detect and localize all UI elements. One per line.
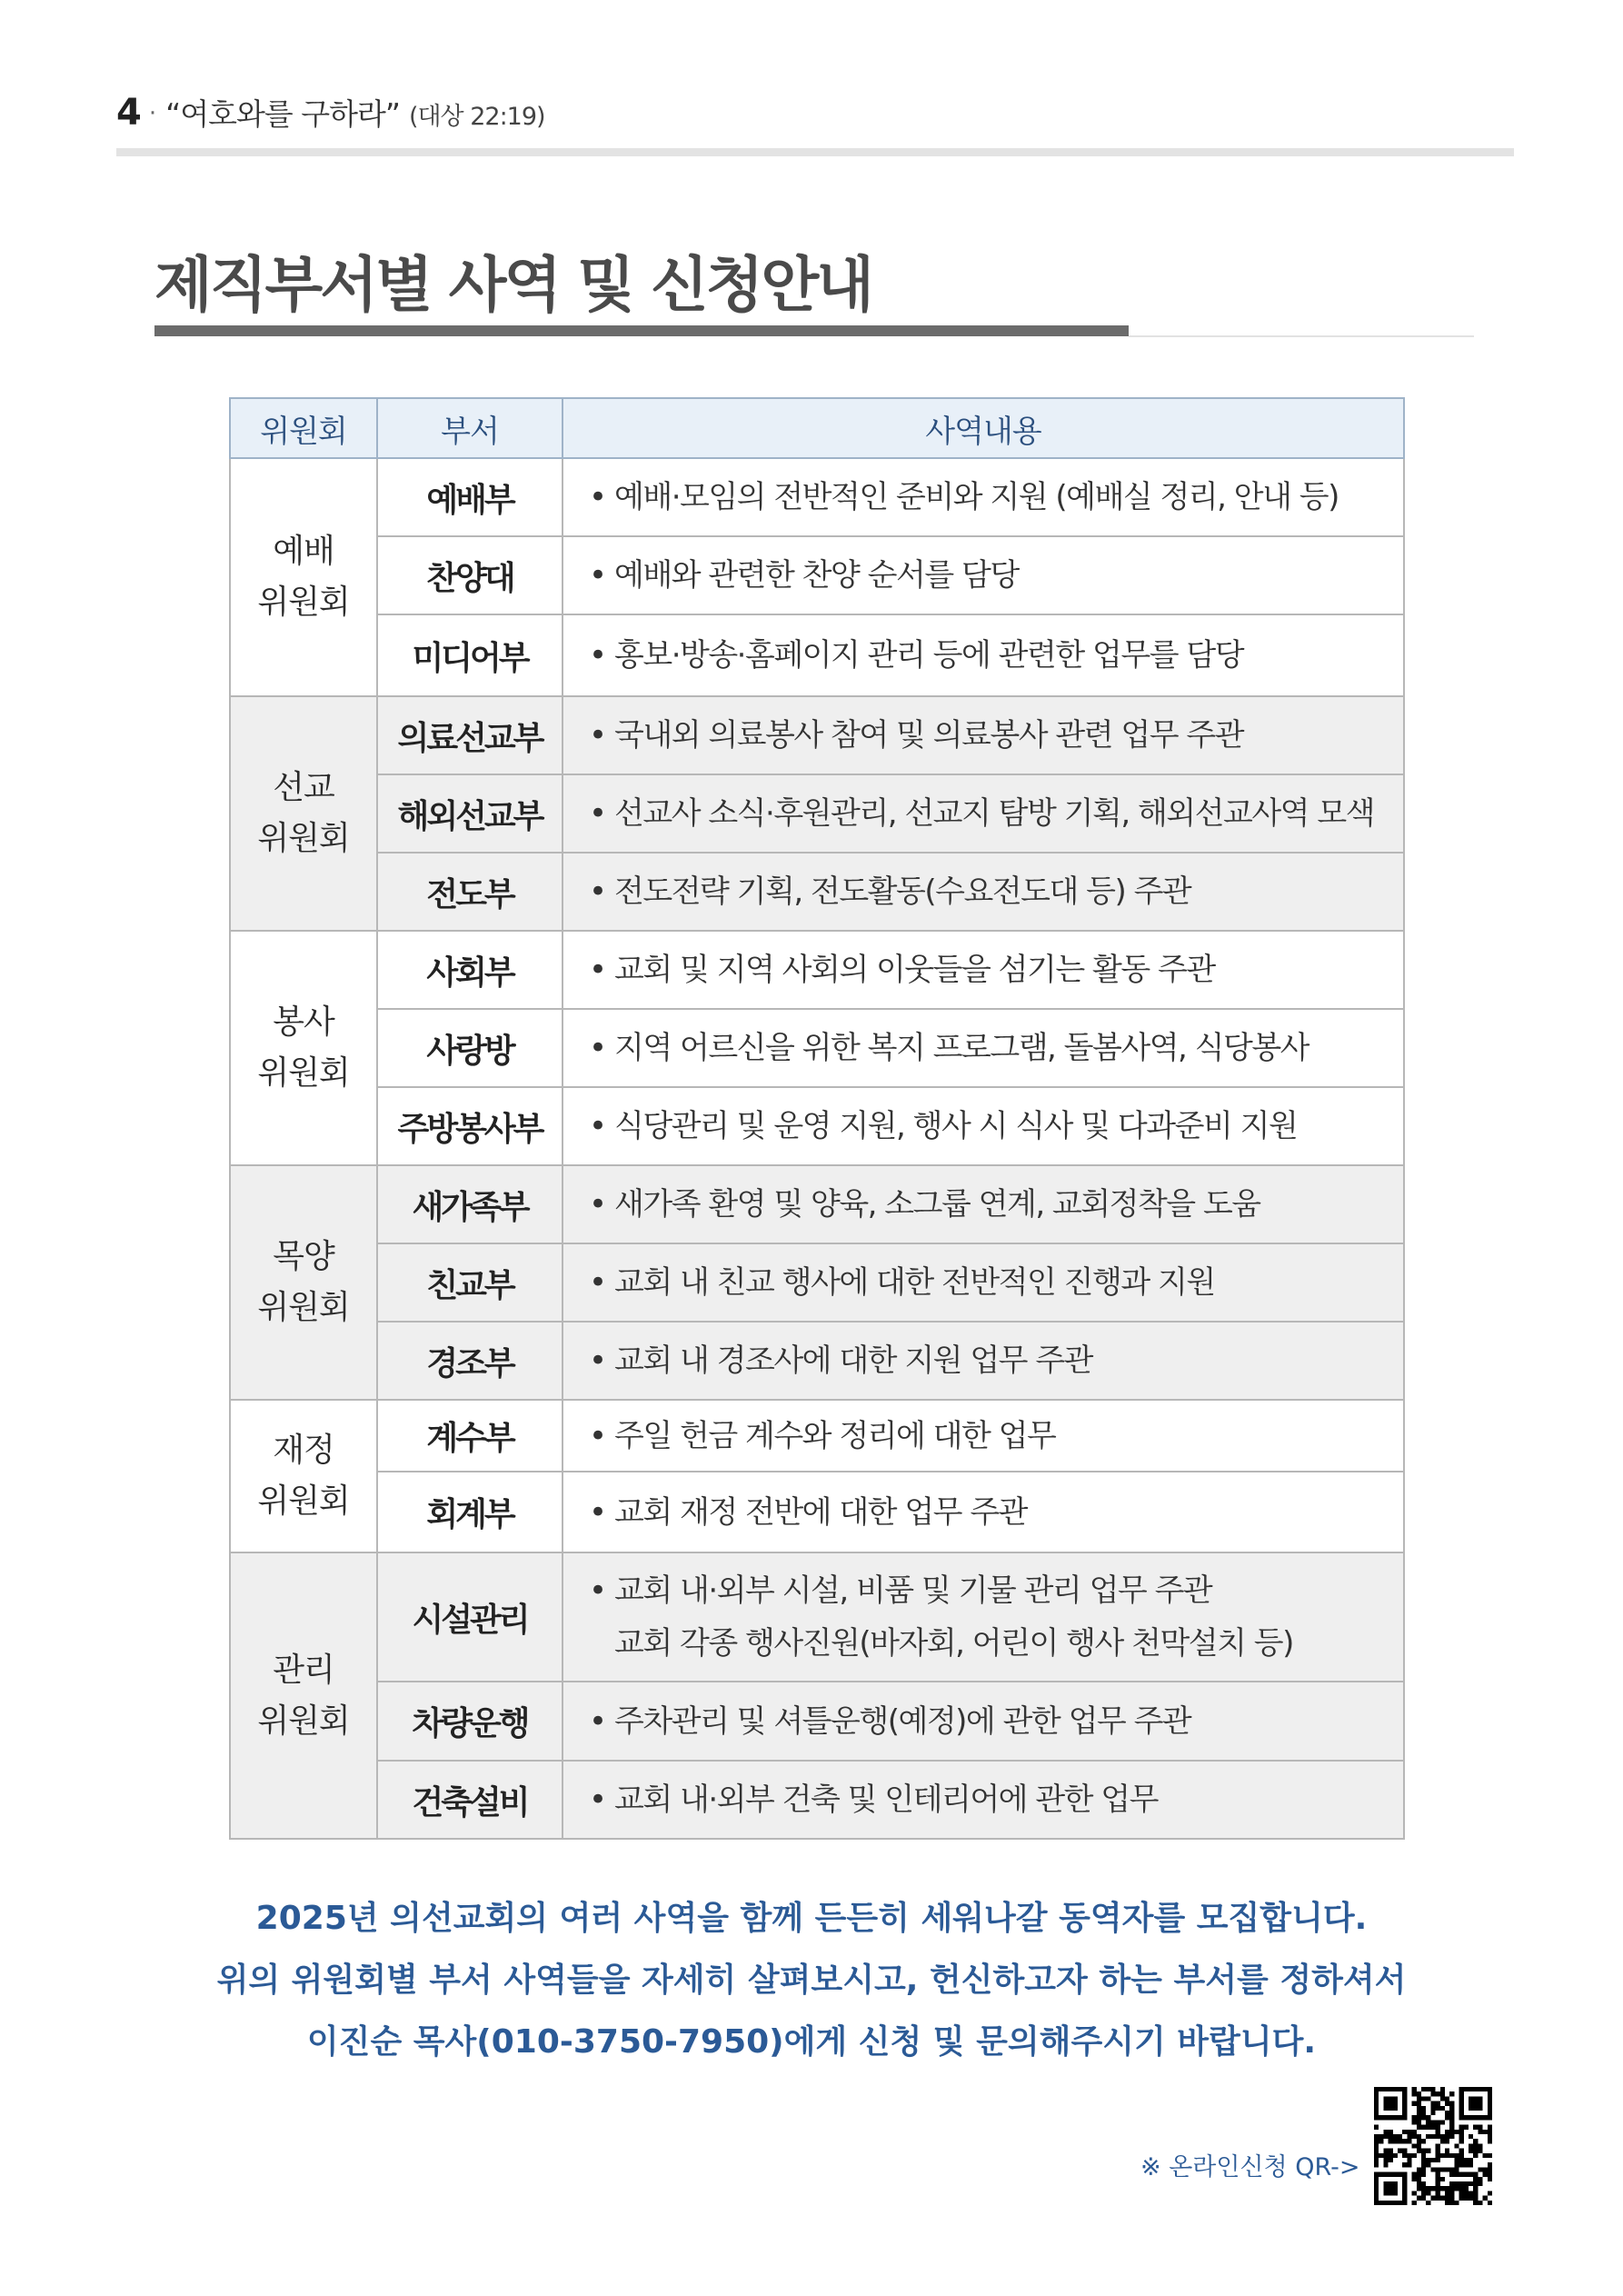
description-cell	[563, 1009, 1404, 1087]
bullet-icon: •	[589, 637, 606, 674]
bullet-icon: •	[589, 1417, 606, 1454]
description-cell	[563, 931, 1404, 1009]
description-text: 주일 헌금 계수와 정리에 대한 업무	[614, 1417, 1056, 1454]
header-separator: ·	[148, 100, 157, 127]
header-committee: 위원회	[230, 398, 377, 458]
table-row	[230, 1322, 1404, 1400]
description-line	[589, 1334, 1403, 1387]
table-row	[230, 774, 1404, 853]
bullet-icon: •	[589, 1343, 606, 1379]
department-cell: 주방봉사부	[377, 1087, 563, 1165]
department-cell: 사회부	[377, 931, 563, 1009]
committee-cell: 재정 위원회	[230, 1400, 377, 1552]
bullet-icon: •	[589, 557, 606, 594]
description-line	[589, 1617, 1403, 1670]
qr-label: ※ 온라인신청 QR->	[1140, 2153, 1360, 2181]
table-row	[230, 1087, 1404, 1165]
table-row	[230, 536, 1404, 614]
notice-line-2: 위의 위원회별 부서 사역들을 자세히 살펴보시고, 헌신하고자 하는 부서를 정하셔서	[216, 1962, 1407, 1999]
header-rule	[116, 148, 1514, 156]
description-line	[589, 1022, 1403, 1074]
department-cell: 해외선교부	[377, 774, 563, 853]
description-text: 새가족 환영 및 양육, 소그룹 연계, 교회정착을 도움	[614, 1186, 1260, 1223]
department-cell: 의료선교부	[377, 696, 563, 774]
department-cell: 찬양대	[377, 536, 563, 614]
department-cell: 건축설비	[377, 1761, 563, 1839]
description-line	[589, 787, 1403, 840]
department-cell: 회계부	[377, 1472, 563, 1552]
table-row	[230, 1682, 1404, 1761]
table-row	[230, 1400, 1404, 1472]
description-text: 전도전략 기획, 전도활동(수요전도대 등) 주관	[614, 873, 1191, 910]
description-cell	[563, 696, 1404, 774]
department-cell: 미디어부	[377, 614, 563, 696]
header-department: 부서	[377, 398, 563, 458]
bullet-icon: •	[589, 1702, 606, 1740]
table-row	[230, 1243, 1404, 1322]
description-text: 홍보·방송·홈페이지 관리 등에 관련한 업무를 담당	[614, 637, 1244, 674]
department-cell: 예배부	[377, 458, 563, 536]
description-text: 교회 각종 행사진원(바자회, 어린이 행사 천막설치 등)	[614, 1625, 1293, 1662]
table-row	[230, 458, 1404, 536]
table-row	[230, 1165, 1404, 1243]
bullet-icon: •	[589, 795, 606, 832]
department-cell: 전도부	[377, 853, 563, 931]
description-text: 교회 및 지역 사회의 이웃들을 섬기는 활동 주관	[614, 952, 1215, 988]
bullet-icon: •	[589, 1108, 606, 1144]
description-text: 교회 재정 전반에 대한 업무 주관	[614, 1493, 1028, 1531]
page-number: 4	[116, 92, 142, 134]
table-row	[230, 931, 1404, 1009]
description-cell	[563, 1682, 1404, 1761]
description-cell	[563, 1552, 1404, 1682]
table-row	[230, 853, 1404, 931]
department-cell: 계수부	[377, 1400, 563, 1472]
description-line	[589, 865, 1403, 918]
description-cell	[563, 1472, 1404, 1552]
description-line	[589, 1773, 1403, 1826]
description-cell	[563, 1322, 1404, 1400]
notice-line-1: 2025년 의선교회의 여러 사역을 함께 든든히 세워나갈 동역자를 모집합니다.	[255, 1900, 1368, 1937]
table-row	[230, 1552, 1404, 1682]
qr-code-image[interactable]	[1374, 2087, 1492, 2205]
description-text: 식당관리 및 운영 지원, 행사 시 식사 및 다과준비 지원	[614, 1108, 1298, 1144]
committee-cell: 예배 위원회	[230, 458, 377, 696]
description-cell	[563, 1243, 1404, 1322]
title-underline-line	[1129, 335, 1474, 337]
bullet-icon: •	[589, 873, 606, 910]
table-row	[230, 614, 1404, 696]
description-text: 교회 내·외부 시설, 비품 및 기물 관리 업무 주관	[614, 1572, 1212, 1609]
description-line	[589, 1256, 1403, 1309]
bullet-icon: •	[589, 1030, 606, 1066]
description-line	[589, 471, 1403, 524]
description-text: 교회 내 친교 행사에 대한 전반적인 진행과 지원	[614, 1264, 1215, 1301]
department-cell: 시설관리	[377, 1552, 563, 1682]
description-line	[589, 1410, 1403, 1462]
department-cell: 친교부	[377, 1243, 563, 1322]
description-cell	[563, 853, 1404, 931]
title-underline-bar	[154, 325, 1129, 336]
description-line	[589, 1100, 1403, 1153]
description-text: 예배·모임의 전반적인 준비와 지원 (예배실 정리, 안내 등)	[614, 479, 1339, 515]
bullet-icon: •	[589, 1264, 606, 1301]
running-title: “여호와를 구하라”	[165, 96, 400, 132]
table-row	[230, 1009, 1404, 1087]
department-cell: 차량운행	[377, 1682, 563, 1761]
bullet-icon: •	[589, 1572, 606, 1609]
department-cell: 사랑방	[377, 1009, 563, 1087]
description-line	[589, 943, 1403, 996]
description-line	[589, 1178, 1403, 1231]
description-text: 국내외 의료봉사 참여 및 의료봉사 관련 업무 주관	[614, 717, 1244, 754]
ministry-table	[229, 397, 1405, 1840]
department-cell: 경조부	[377, 1322, 563, 1400]
running-header	[116, 91, 545, 134]
description-text: 선교사 소식·후원관리, 선교지 탐방 기획, 해외선교사역 모색	[614, 795, 1375, 832]
committee-cell: 봉사 위원회	[230, 931, 377, 1165]
section-title: 제직부서별 사역 및 신청안내	[154, 250, 872, 320]
bullet-icon: •	[589, 952, 606, 988]
bullet-icon: •	[589, 1782, 606, 1818]
description-cell	[563, 1087, 1404, 1165]
description-cell	[563, 458, 1404, 536]
header-description: 사역내용	[563, 398, 1404, 458]
table-header-row	[230, 398, 1404, 458]
bible-reference: (대상 22:19)	[408, 103, 545, 131]
description-line	[589, 1486, 1403, 1539]
description-text: 지역 어르신을 위한 복지 프로그램, 돌봄사역, 식당봉사	[614, 1030, 1309, 1066]
table-row	[230, 1472, 1404, 1552]
description-cell	[563, 614, 1404, 696]
bullet-icon: •	[589, 717, 606, 754]
description-text: 교회 내·외부 건축 및 인테리어에 관한 업무	[614, 1782, 1158, 1818]
description-text: 교회 내 경조사에 대한 지원 업무 주관	[614, 1343, 1093, 1379]
bullet-icon: •	[589, 1186, 606, 1223]
qr-modules	[1374, 2087, 1492, 2205]
notice-line-3: 이진순 목사(010-3750-7950)에게 신청 및 문의해주시기 바랍니다.	[306, 2023, 1317, 2061]
description-cell	[563, 1165, 1404, 1243]
description-line	[589, 629, 1403, 682]
description-cell	[563, 774, 1404, 853]
description-text: 주차관리 및 셔틀운행(예정)에 관한 업무 주관	[614, 1702, 1191, 1740]
table-row	[230, 1761, 1404, 1839]
description-line	[589, 1695, 1403, 1748]
committee-cell: 선교 위원회	[230, 696, 377, 931]
bullet-icon: •	[589, 479, 606, 515]
description-cell	[563, 536, 1404, 614]
description-line	[589, 549, 1403, 602]
description-line	[589, 709, 1403, 762]
committee-cell: 목양 위원회	[230, 1165, 377, 1400]
bullet-icon: •	[589, 1493, 606, 1531]
description-line	[589, 1564, 1403, 1617]
description-cell	[563, 1400, 1404, 1472]
department-cell: 새가족부	[377, 1165, 563, 1243]
committee-cell: 관리 위원회	[230, 1552, 377, 1839]
description-text: 예배와 관련한 찬양 순서를 담당	[614, 557, 1019, 594]
description-cell	[563, 1761, 1404, 1839]
table-row	[230, 696, 1404, 774]
